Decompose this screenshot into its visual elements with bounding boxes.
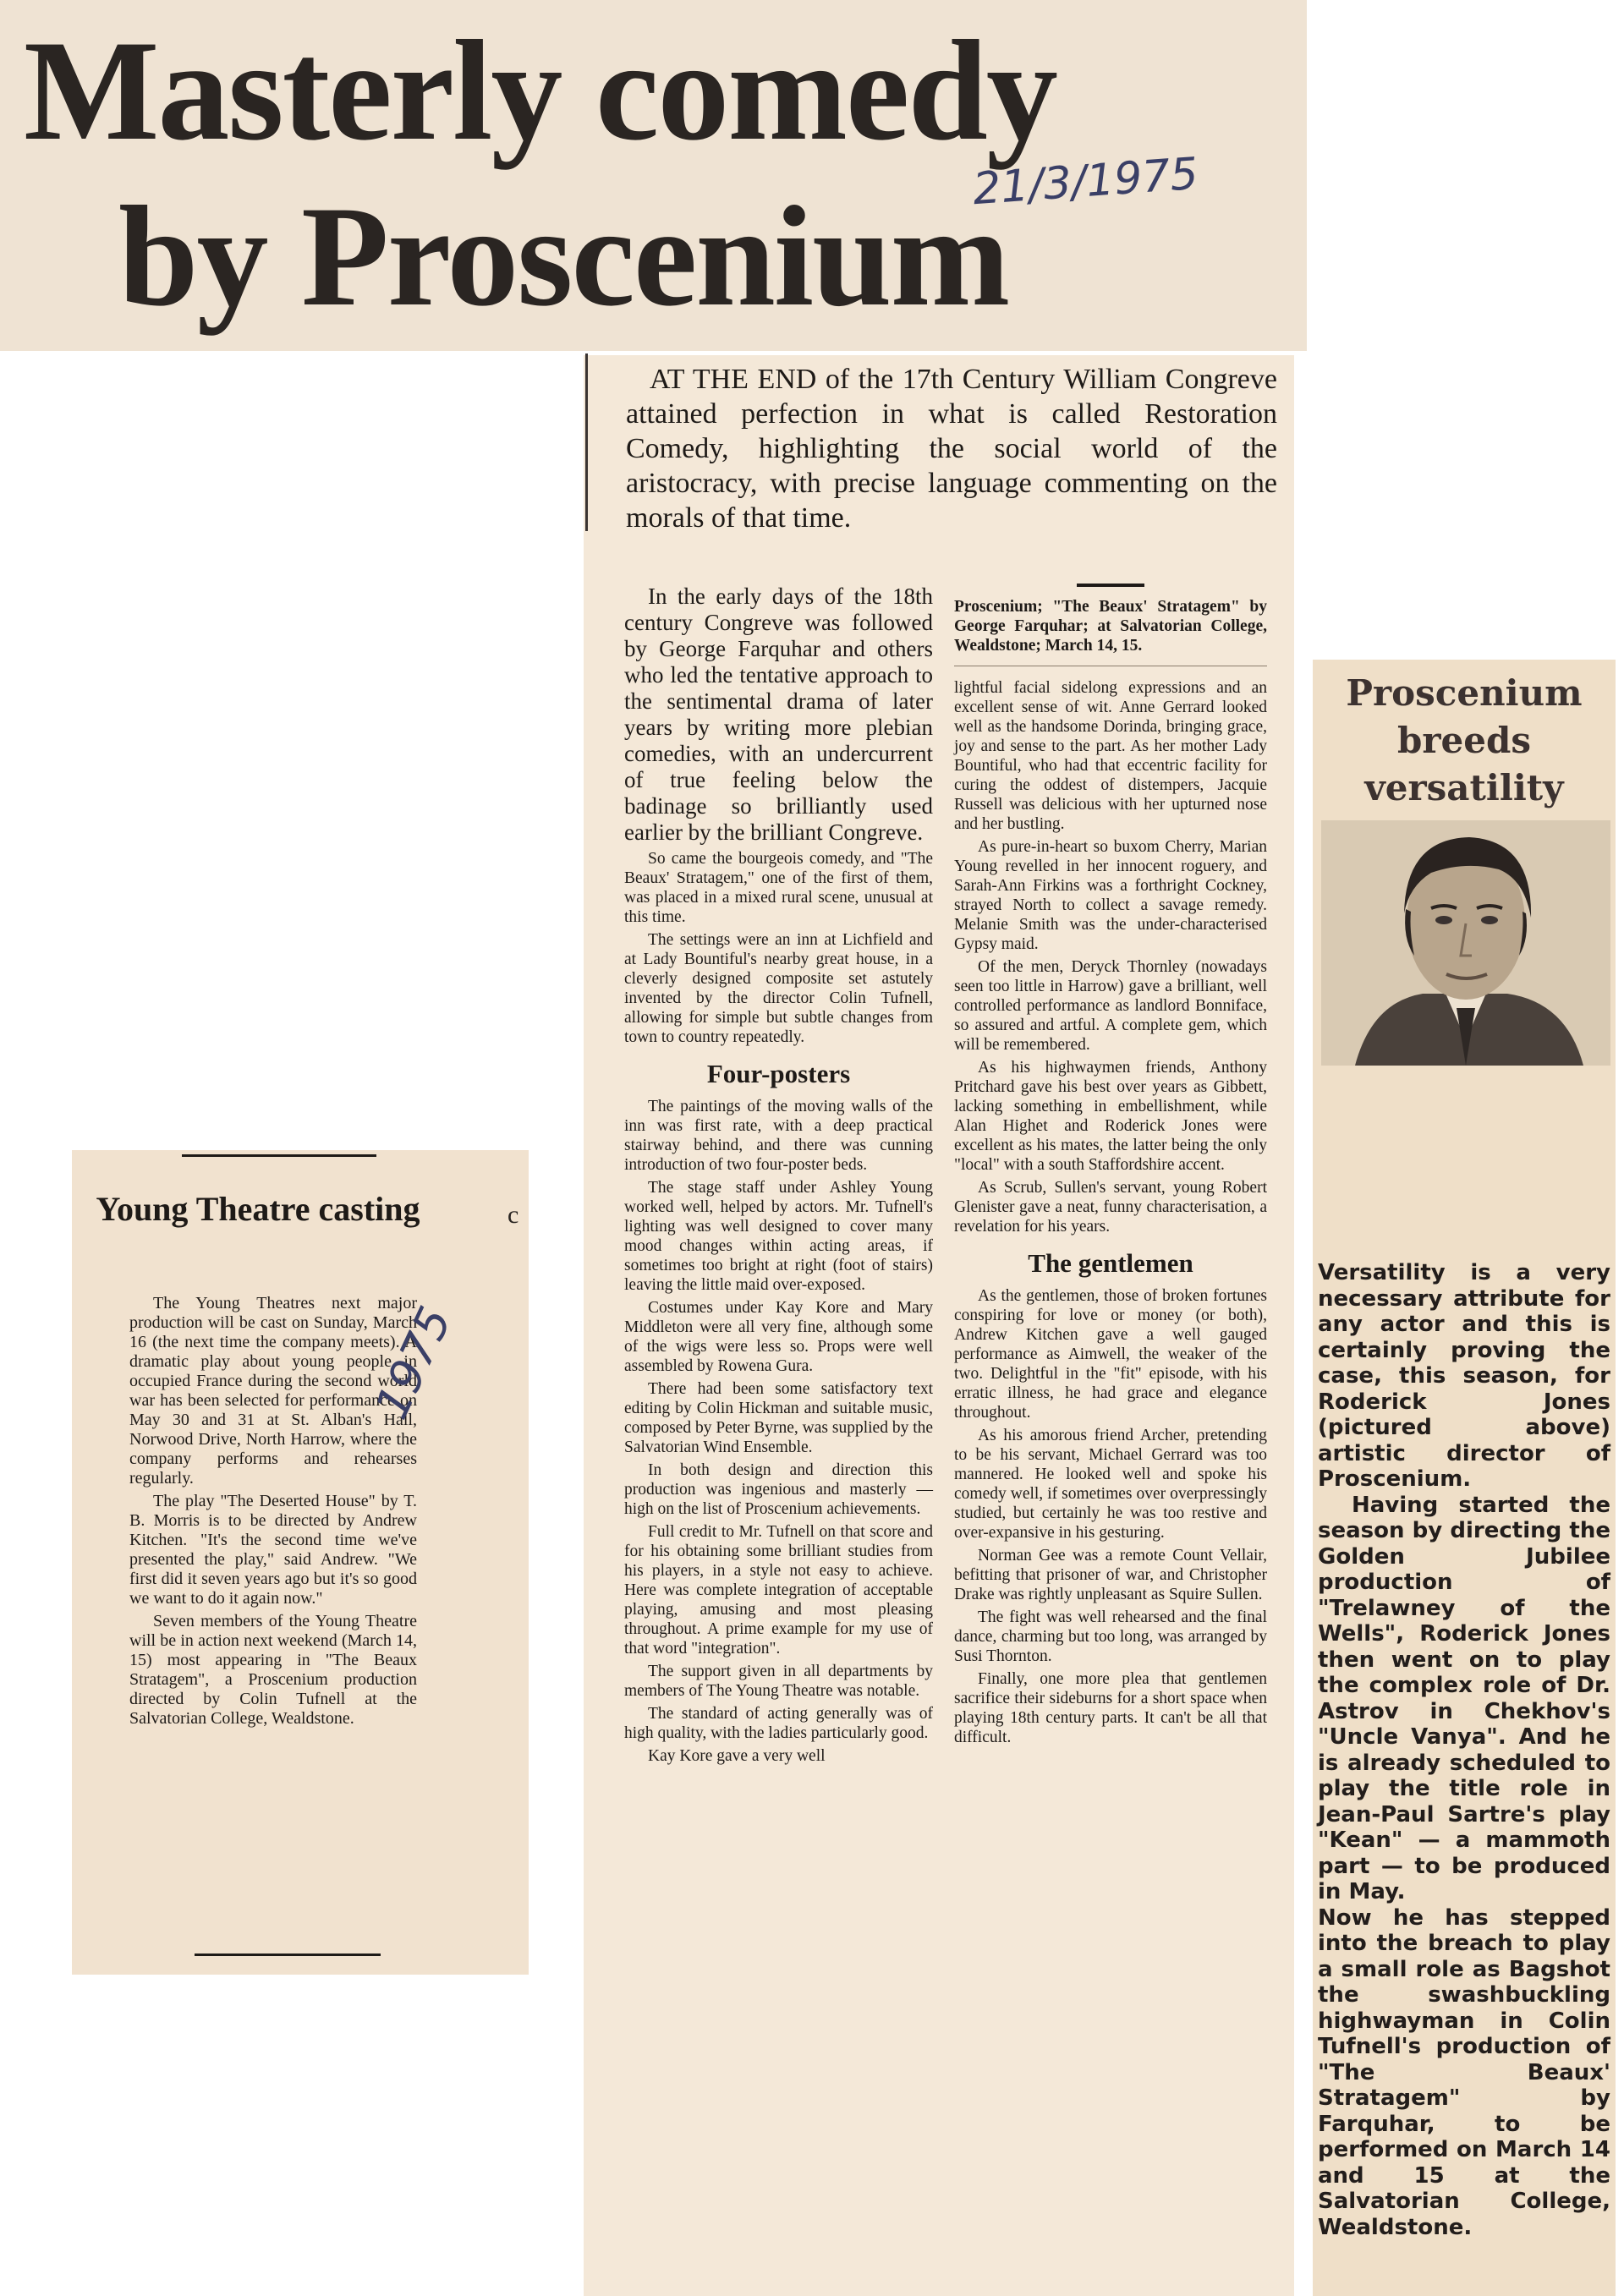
headline-line-1: Masterly comedy [24,11,1056,170]
article-column-2 [954,584,1267,1751]
article-paragraph: As Scrub, Sullen's servant, young Robert Glenister gave a neat, funny characterisation, a revelation for his years. [954,1179,1267,1236]
article-paragraph: lightful facial sidelong expressions and an excellent sense of wit. Anne Gerrard looked well as the handsome Dorinda, bringing grace, joy and sense to the part. As her mother Lady Bountiful, who had that eccentric facility for curing the oddest of distempers, Jacquie Russell was delicious with her upturned nose and her bustling. [954,679,1267,833]
production-credit: Proscenium; "The Beaux' Stratagem" by George Farquhar; at Salvatorian College, Wealdstone; March 14, 15. [954,597,1267,666]
article-paragraph: As pure-in-heart so buxom Cherry, Marian Young revelled in her innocent roguery, and Sarah-Ann Firkins was a forthright Cockney, strayed North to collect a savage remedy. Melanie Smith was the under-characterised Gypsy maid. [954,838,1267,953]
handwritten-year: 1975 [365,1298,463,1427]
versatility-body [1318,1260,1610,2240]
article-paragraph: As his amorous friend Archer, pretending to be his servant, Michael Gerrard was too mannered. He looked well and spoke his comedy well, if sometimes over overpressingly studied, but certainly he was too restive and over-expansive in his gesturing. [954,1427,1267,1542]
article-paragraph: Full credit to Mr. Tufnell on that score and for his obtaining some brilliant studies from his players, in a style not easy to achieve. Here was complete integration of acceptable playing, amusing and most pleasing throughout. A prime example for my use of that word "integration". [624,1523,933,1658]
divider-rule [195,1954,381,1956]
article-paragraph: The stage staff under Ashley Young worked well, helped by actors. Mr. Tufnell's lighting was well designed to cover many mood changes within acting areas, if sometimes too bright at right (foot of stairs) leaving the little maid over-exposed. [624,1179,933,1294]
young-theatre-title: Young Theatre casting [96,1190,420,1228]
subheading-gentlemen: The gentlemen [1028,1248,1193,1278]
divider-rule [182,1154,376,1157]
article-paragraph: The paintings of the moving walls of the inn was first rate, with a deep practical stairway behind, and there was cunning introduction of two four-poster beds. [624,1098,933,1174]
article-paragraph: Having started the season by directing the Golden Jubilee production of "Trelawney of the Wells", Roderick Jones then went on to play the complex role of Dr. Astrov in Chekhov's "Uncle Vanya". And he is already scheduled to play the title role in Jean-Paul Sartre's play "Kean" — a mammoth part — to be produced in May. [1318,1492,1610,1904]
article-lead: AT THE END of the 17th Century William Congreve attained perfection in what is called Restoration Comedy, highlighting the social world of the aristocracy, with precise language commenting on the morals of that time. [626,364,1277,534]
article-paragraph: The play "The Deserted House" by T. B. Morris is to be directed by Andrew Kitchen. "It's the second time we've presented the play," said Andrew. "We first did it seven years ago but it's so good we want to do it again now." [129,1492,417,1608]
young-theatre-body [129,1294,417,1732]
article-paragraph: Versatility is a very necessary attribute for any actor and this is certainly proving the case, this season, for Roderick Jones (pictured above) artistic director of Proscenium. [1318,1260,1610,1492]
versatility-clipping [1313,660,1616,2296]
headline-clipping [0,0,1307,351]
article-paragraph: Costumes under Kay Kore and Mary Middleton were all very fine, although some of the wigs were less so. Props were well assembled by Rowena Gura. [624,1299,933,1375]
article-paragraph: Now he has stepped into the breach to play a small role as Bagshot the swashbuckling highwayman in Colin Tufnell's production of "The Beaux' Stratagem" by Farquhar, to be performed on March 14 and 15 at the Salvatorian College, Wealdstone. [1318,1904,1610,2240]
handwritten-date: 21/3/1975 [971,148,1200,216]
article-paragraph: Kay Kore gave a very well [648,1747,826,1765]
subheading-four-posters: Four-posters [706,1059,851,1088]
main-article-clipping [584,355,1294,2296]
margin-mark: c [508,1201,519,1229]
article-paragraph: In the early days of the 18th century Congreve was followed by George Farquhar and others who led the tentative approach to the sentimental drama of later years by writing more plebian comedies, with an undercurrent of true feeling below the badinage so brilliantly used earlier by the brilliant Congreve. [624,584,933,845]
column-divider [585,353,588,531]
article-paragraph: In both design and direction this production was ingenious and masterly — high on the list of Proscenium achievements. [624,1461,933,1518]
article-paragraph: The support given in all departments by members of The Young Theatre was notable. [624,1663,933,1700]
young-theatre-clipping [72,1150,529,1975]
article-paragraph: The standard of acting generally was of high quality, with the ladies particularly good. [624,1705,933,1742]
article-paragraph: There had been some satisfactory text editing by Colin Hickman and suitable music, composed by Peter Byrne, was supplied by the Salvatorian Wind Ensemble. [624,1380,934,1456]
article-paragraph: Seven members of the Young Theatre will be in action next weekend (March 14, 15) most appearing in "The Beaux Stratagem", a Proscenium production directed by Colin Tufnell at the Salvatorian College, Wealdstone. [129,1612,417,1728]
article-paragraph: The fight was well rehearsed and the final dance, charming but too long, was arranged by Susi Thornton. [954,1608,1267,1665]
article-paragraph: As his highwaymen friends, Anthony Pritchard gave his best over years as Gibbett, lacking something in embellishment, while Alan Highet and Roderick Jones were excellent as his mates, the latter being the only "local" with a south Staffordshire accent. [954,1059,1267,1174]
article-paragraph: As the gentlemen, those of broken fortunes conspiring for love or money (or both), Andrew Kitchen gave a well gauged performance as Aimwell, the weaker of the two. Delightful in the "fit" episode, with his erratic illness, he had grace and elegance throughout. [954,1287,1267,1422]
portrait-photo [1321,820,1610,1066]
article-paragraph: So came the bourgeois comedy, and "The Beaux' Stratagem," one of the first of them, was placed in a mixed rural scene, unusual at this time. [624,850,933,926]
headline-line-2: by Proscenium [118,177,1009,336]
article-paragraph: Finally, one more plea that gentlemen sacrifice their sideburns for a short space when playing 18th century parts. It can't be all that difficult. [954,1670,1267,1746]
article-paragraph: Of the men, Deryck Thornley (nowadays seen too little in Harrow) gave a brilliant, well controlled performance as landlord Bonniface, so assured and artful. A complete gem, which will be remembered. [954,958,1267,1054]
versatility-title: Proscenium breeds versatility [1346,672,1583,808]
article-paragraph: Norman Gee was a remote Count Vellair, befitting that prisoner of war, and Christopher Drake was rightly unpleasant as Squire Sullen. [954,1547,1267,1603]
divider-rule [1077,584,1144,587]
article-paragraph: The Young Theatres next major production will be cast on Sunday, March 16 (the next time the company meets). A dramatic play about young people in occupied France during the second world war has been selected for performance on May 30 and 31 at St. Alban's Hall, Norwood Drive, North Harrow, where the company performs and rehearses regularly. [129,1294,417,1488]
article-column-1 [624,584,933,1769]
article-paragraph: The settings were an inn at Lichfield and at Lady Bountiful's nearby great house, in a cleverly designed composite set astutely invented by the director Colin Tufnell, allowing for simple but subtle changes from town to country repeatedly. [624,931,933,1046]
